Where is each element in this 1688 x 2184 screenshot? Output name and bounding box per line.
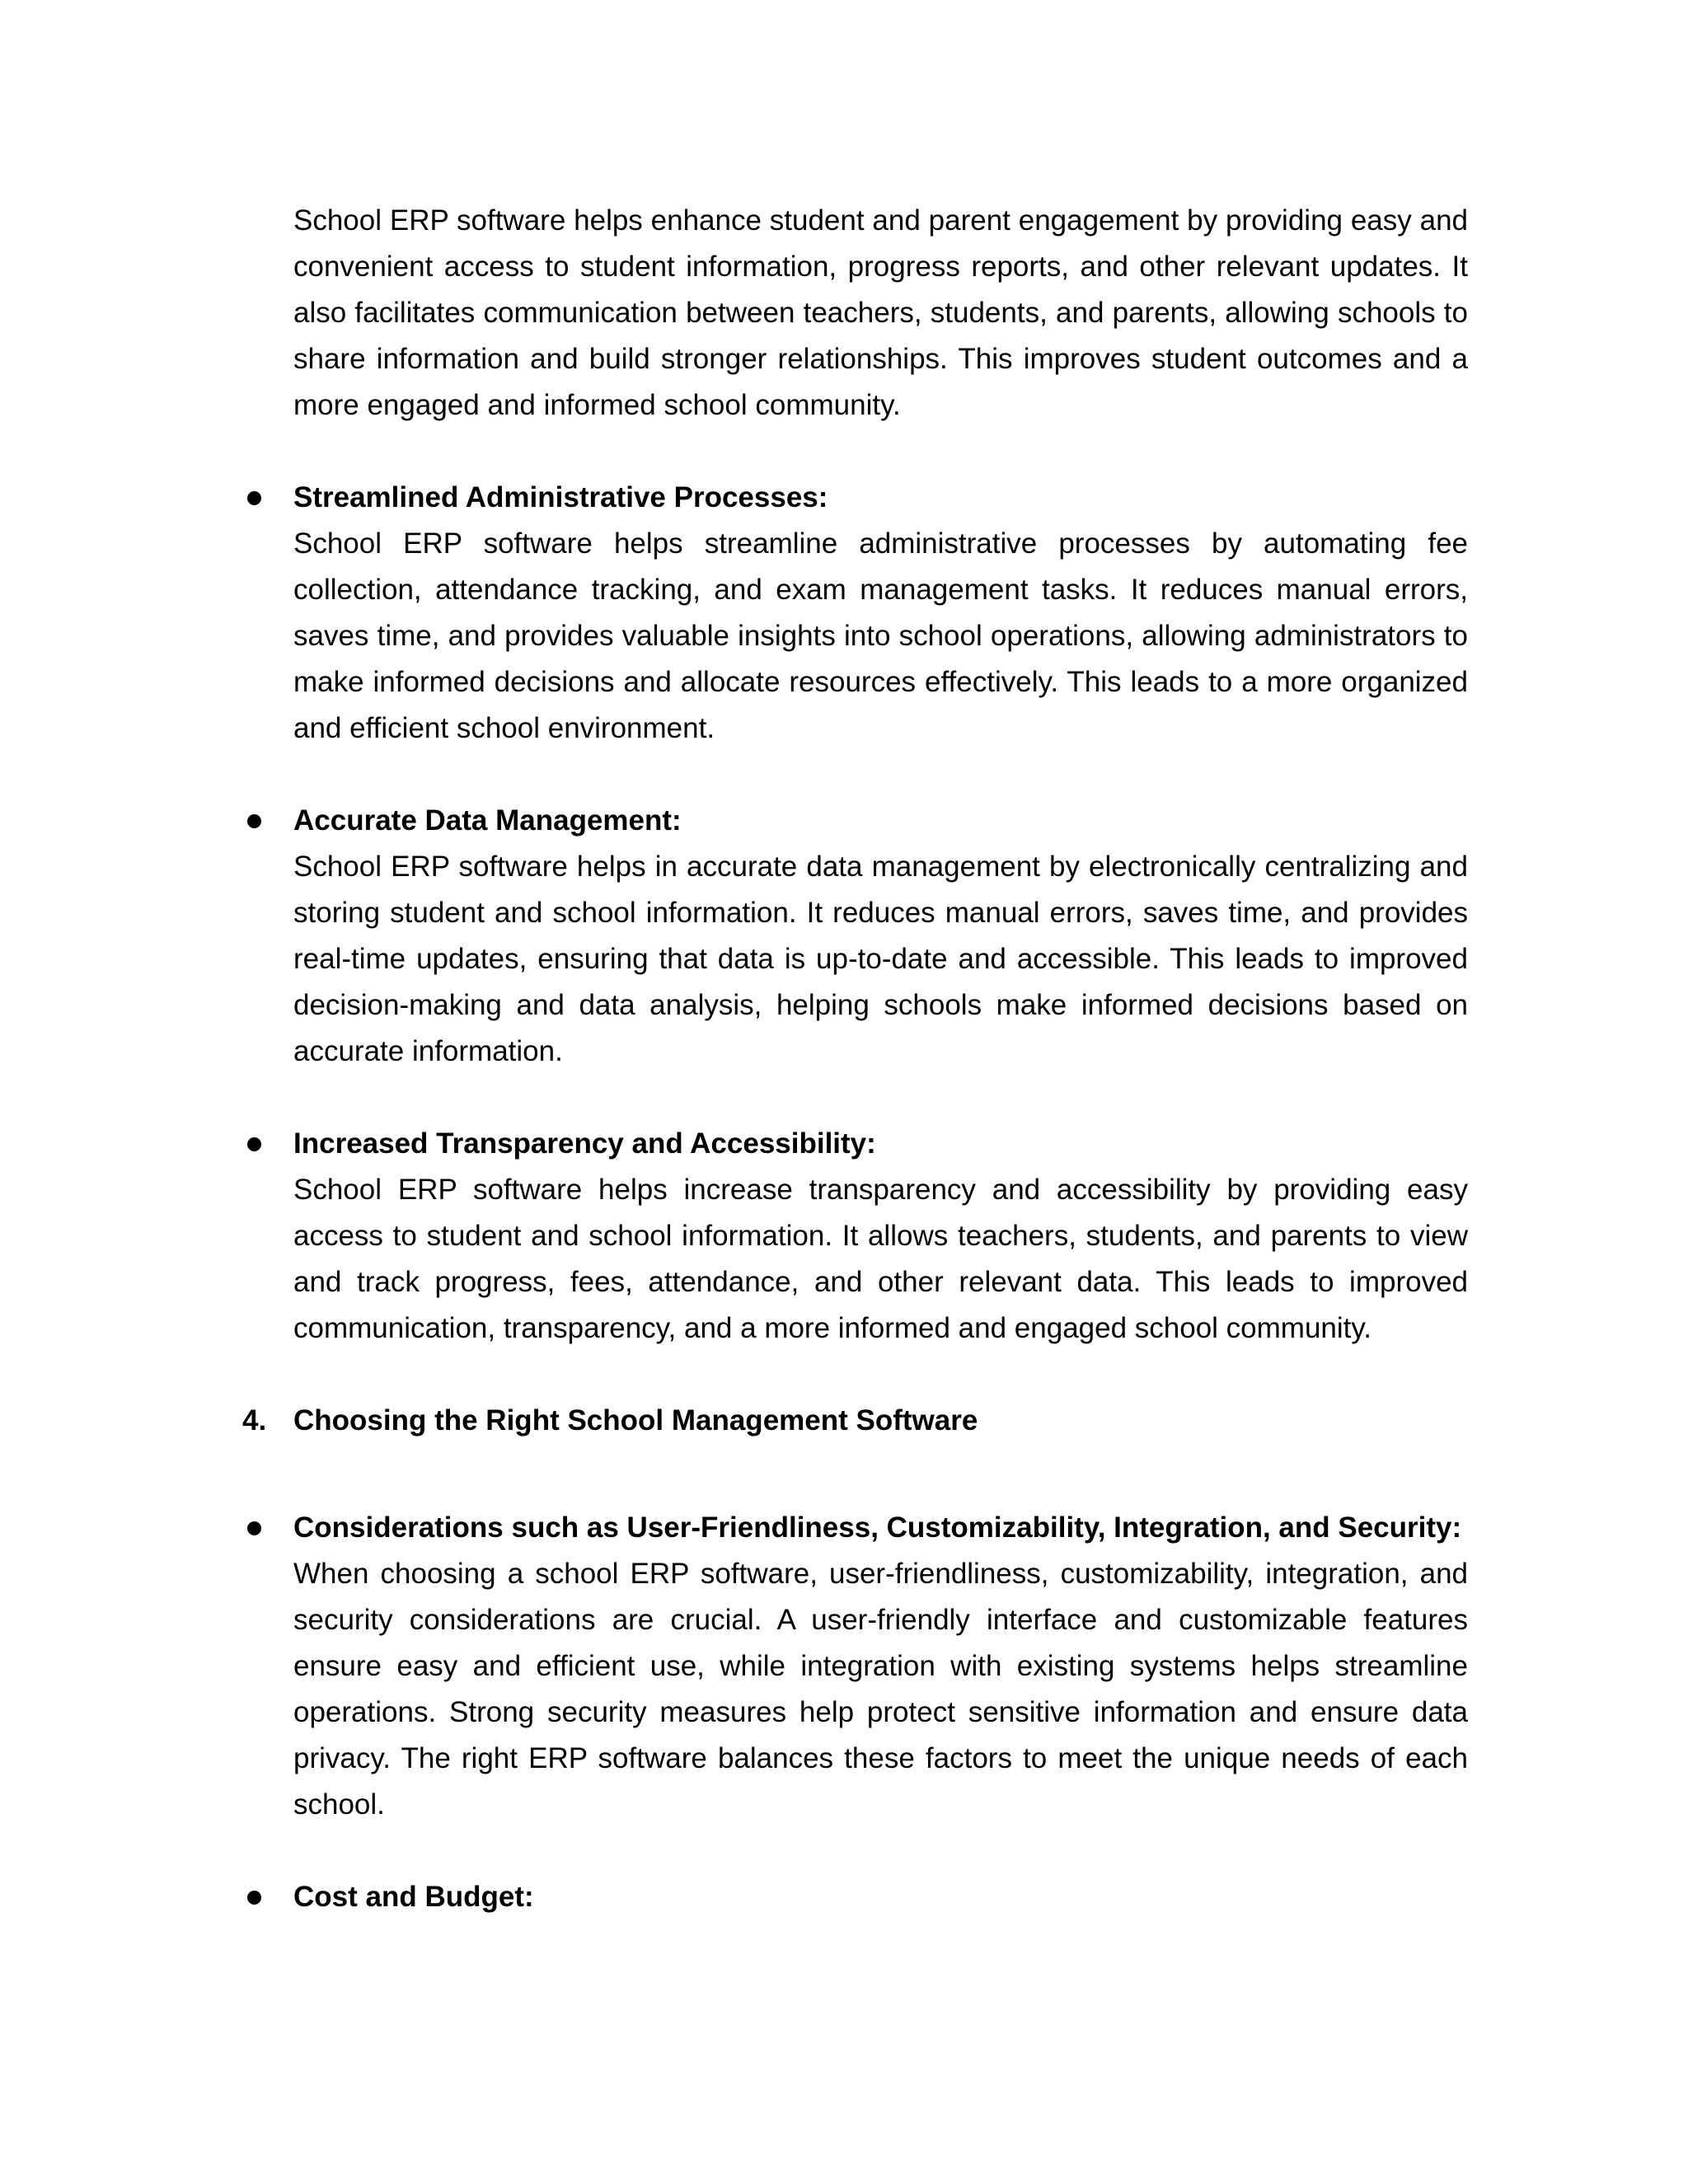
bullet-title: Considerations such as User-Friendliness, Customizability, Integration, and Security: xyxy=(293,1511,1462,1544)
bullet-title: Increased Transparency and Accessibility: xyxy=(293,1127,876,1160)
bullet-icon xyxy=(247,1137,261,1151)
bullet-body: School ERP software helps in accurate data management by electronically centralizing and storing student and school information. It reduces manual errors, saves time, and provides real-time updates, ensuring that data is up-to-date and accessible. This leads to improved decision-making and data analysis, helping schools make informed decisions based on accurate information. xyxy=(293,851,1468,1067)
document-content xyxy=(242,198,1468,1920)
bullet-icon xyxy=(247,491,261,505)
bullet-title: Accurate Data Management: xyxy=(293,804,682,837)
section-heading xyxy=(242,1398,1468,1444)
bullet-item-streamlined-admin xyxy=(293,475,1468,752)
bullet-item-transparency xyxy=(293,1121,1468,1352)
bullet-body: School ERP software helps increase transparency and accessibility by providing easy access to student and school information. It allows teachers, students, and parents to view and track progress, fees, attendance, and other relevant data. This leads to improved communication, transparency, and a more informed and engaged school community. xyxy=(293,1174,1468,1344)
bullet-title: Streamlined Administrative Processes: xyxy=(293,481,828,513)
bullet-item-cost-budget xyxy=(293,1874,1468,1920)
intro-paragraph: School ERP software helps enhance student and parent engagement by providing easy and convenient access to student information, progress reports, and other relevant updates. It also facilitates communication between teachers, students, and parents, allowing schools to share information and build stronger relationships. This improves student outcomes and a more engaged and informed school community. xyxy=(293,204,1468,421)
section-number: 4. xyxy=(242,1404,267,1436)
bullet-title: Cost and Budget: xyxy=(293,1881,534,1913)
bullet-icon xyxy=(247,1891,261,1905)
bullet-icon xyxy=(247,814,261,828)
section-title: Choosing the Right School Management Software xyxy=(293,1404,978,1436)
bullet-item-considerations xyxy=(293,1505,1468,1828)
bullet-body: School ERP software helps streamline administrative processes by automating fee collection, attendance tracking, and exam management tasks. It reduces manual errors, saves time, and provides valuable insights into school operations, allowing administrators to make informed decisions and allocate resources effectively. This leads to a more organized and efficient school environment. xyxy=(293,527,1468,744)
bullet-icon xyxy=(247,1521,261,1535)
bullet-item-accurate-data xyxy=(293,798,1468,1075)
bullet-body: When choosing a school ERP software, user-friendliness, customizability, integration, and security considerations are crucial. A user-friendly interface and customizable features ensure easy and efficient use, while integration with existing systems helps streamline operations. Strong security measures help protect sensitive information and ensure data privacy. The right ERP software balances these factors to meet the unique needs of each school. xyxy=(293,1558,1468,1821)
